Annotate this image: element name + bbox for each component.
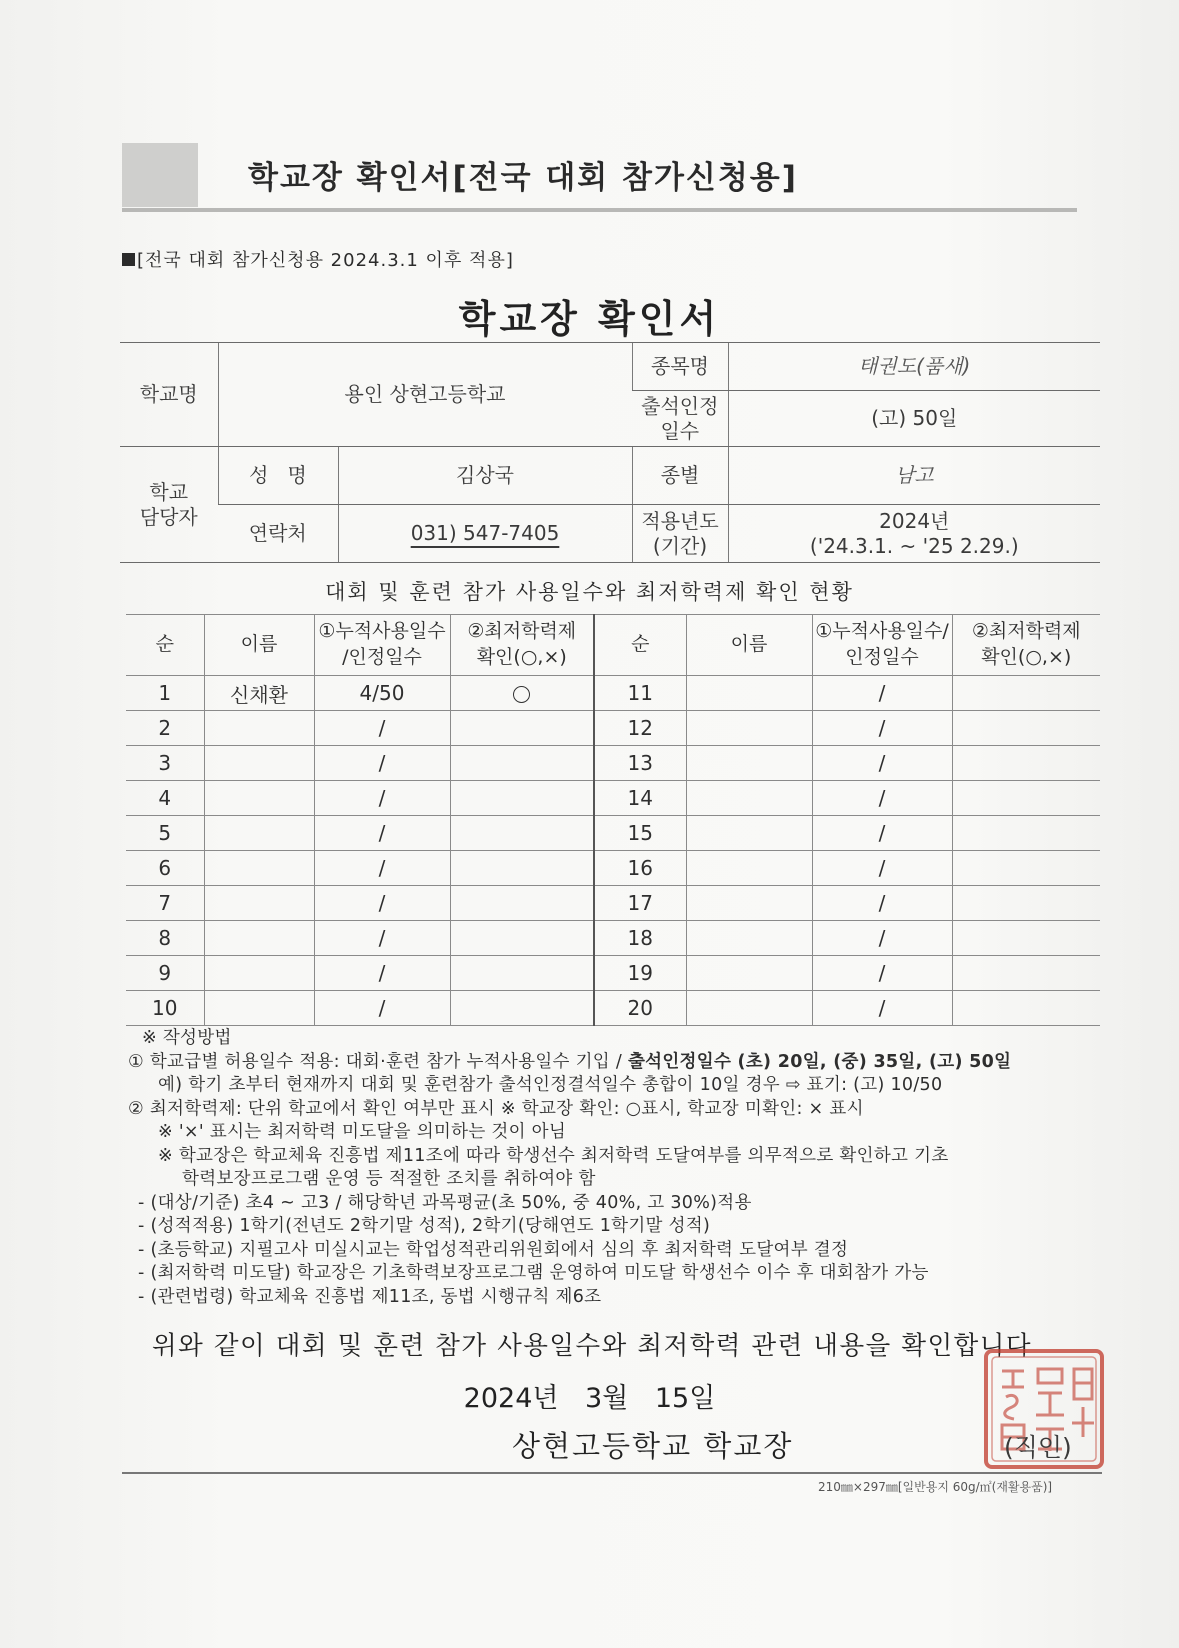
row-no-left: 3 <box>126 746 204 781</box>
row-no-left: 2 <box>126 711 204 746</box>
row-min-right <box>952 781 1100 816</box>
header-days-right-line-2: 인정일수 <box>845 646 919 668</box>
phone-label: 연락처 <box>218 505 338 563</box>
row-name-left <box>204 851 314 886</box>
header-min-right <box>952 615 1100 676</box>
row-min-right <box>952 886 1100 921</box>
sport-value: 태권도(품새) <box>728 343 1100 391</box>
row-name-left <box>204 921 314 956</box>
header-min-left-line-1: ②최저학력제 <box>467 620 577 643</box>
row-name-right <box>686 816 812 851</box>
sport-label: 종목명 <box>632 343 728 391</box>
header-days-right <box>812 615 952 676</box>
row-min-right <box>952 991 1100 1026</box>
period-text: ('24.3.1. ~ '25 2.29.) <box>809 533 1019 558</box>
note-6: - (성적적용) 1학기(전년도 2학기말 성적), 2학기(당해연도 1학기말 성적) <box>138 1216 711 1236</box>
seal-label: (직인) <box>1004 1433 1072 1462</box>
row-name-left <box>204 816 314 851</box>
row-name-right <box>686 711 812 746</box>
attendance-value: (고) 50일 <box>728 391 1100 447</box>
attendance-label <box>632 391 728 447</box>
row-no-left: 6 <box>126 851 204 886</box>
row-min-left <box>450 956 594 991</box>
name-value: 김상국 <box>338 447 632 505</box>
phone-value <box>338 505 632 563</box>
applicability-note-text: [전국 대회 참가신청용 2024.3.1 이후 적용] <box>137 250 514 271</box>
document-title: 학교장 확인서 <box>458 297 721 341</box>
name-label: 성 명 <box>218 447 338 505</box>
table-row <box>126 781 1100 816</box>
table-row <box>126 886 1100 921</box>
row-days-left: / <box>314 781 450 816</box>
row-no-left: 5 <box>126 816 204 851</box>
row-min-left <box>450 886 594 921</box>
row-min-left <box>450 991 594 1026</box>
row-name-left <box>204 886 314 921</box>
header-name-right: 이름 <box>686 615 812 676</box>
row-min-left <box>450 851 594 886</box>
row-days-right: / <box>812 851 952 886</box>
header-days-left-line-2: /인정일수 <box>342 646 422 668</box>
row-days-right: / <box>812 676 952 711</box>
applicability-note <box>122 246 514 272</box>
contact-person-label <box>120 447 218 563</box>
row-no-right: 17 <box>594 886 686 921</box>
row-min-right <box>952 676 1100 711</box>
row-min-left <box>450 676 594 711</box>
row-no-right: 15 <box>594 816 686 851</box>
notes-heading: ※ 작성방법 <box>142 1028 232 1048</box>
row-min-left <box>450 921 594 956</box>
year-value <box>728 505 1100 563</box>
row-min-right <box>952 816 1100 851</box>
note-4: ※ 학교장은 학교체육 진흥법 제11조에 따라 학생선수 최저학력 도달여부를 의무적으로 확인하고 기초 <box>158 1145 949 1166</box>
attendance-label-line-2: 일수 <box>660 418 700 443</box>
note-5: - (대상/기준) 초4 ~ 고3 / 해당학년 과목평균(초 50%, 중 40%, 고 30%)적용 <box>138 1192 752 1213</box>
table-header-row <box>126 615 1100 676</box>
section-title: 대회 및 훈련 참가 사용일수와 최저학력제 확인 현황 <box>325 580 854 604</box>
phone-number: 031) 547-7405 <box>410 521 560 545</box>
row-no-right: 16 <box>594 851 686 886</box>
note-2: ② 최저학력제: 단위 학교에서 확인 여부만 표시 ※ 학교장 확인: ○표시, 학교장 미확인: × 표시 <box>128 1098 864 1119</box>
row-no-right: 12 <box>594 711 686 746</box>
row-min-left <box>450 711 594 746</box>
banner-title: 학교장 확인서[전국 대회 참가신청용] <box>248 160 798 196</box>
table-row <box>126 816 1100 851</box>
confirmation-statement: 위와 같이 대회 및 훈련 참가 사용일수와 최저학력 관련 내용을 확인합니다 <box>152 1331 1033 1361</box>
type-label: 종별 <box>632 447 728 505</box>
note-7: - (초등학교) 지필고사 미실시교는 학업성적관리위원회에서 심의 후 최저학력 도달여부 결정 <box>138 1239 849 1260</box>
row-days-left: / <box>314 956 450 991</box>
row-no-left: 7 <box>126 886 204 921</box>
row-name-left <box>204 746 314 781</box>
row-days-right: / <box>812 816 952 851</box>
table-row <box>126 676 1100 711</box>
header-min-right-line-1: ②최저학력제 <box>971 620 1081 643</box>
row-days-right: / <box>812 781 952 816</box>
note-1-text: ① 학교급별 허용일수 적용: 대회·훈련 참가 누적사용일수 기입 / <box>128 1051 628 1072</box>
row-no-right: 18 <box>594 921 686 956</box>
row-days-right: / <box>812 956 952 991</box>
banner-rule <box>122 208 1077 212</box>
row-days-left: / <box>314 711 450 746</box>
note-1 <box>128 1051 1108 1075</box>
row-name-left <box>204 781 314 816</box>
header-days-left-line-1: ①누적사용일수 <box>318 620 446 643</box>
contact-person-label-line-2: 담당자 <box>139 504 198 529</box>
header-min-left <box>450 615 594 676</box>
bullet-square-icon <box>122 253 135 266</box>
row-min-right <box>952 746 1100 781</box>
attendance-label-line-1: 출석인정 <box>641 393 719 418</box>
row-days-right: / <box>812 886 952 921</box>
row-no-left: 1 <box>126 676 204 711</box>
row-name-left: 신채환 <box>204 676 314 711</box>
row-days-left: / <box>314 921 450 956</box>
header-days-right-line-1: ①누적사용일수/ <box>815 620 949 643</box>
row-min-right <box>952 956 1100 991</box>
table-row <box>126 956 1100 991</box>
confirmed-circle-icon <box>513 686 530 703</box>
table-row <box>126 711 1100 746</box>
note-8: - (최저학력 미도달) 학교장은 기초학력보장프로그램 운영하여 미도달 학생선수 이수 후 대회참가 가능 <box>138 1263 929 1283</box>
note-1-example: 예) 학기 초부터 현재까지 대회 및 훈련참가 출석인정결석일수 총합이 10일 경우 ⇨ 표기: (고) 10/50 <box>158 1075 943 1095</box>
year-label-line-2: (기간) <box>652 533 708 558</box>
row-name-right <box>686 851 812 886</box>
row-no-right: 11 <box>594 676 686 711</box>
row-days-left: / <box>314 816 450 851</box>
table-row <box>126 746 1100 781</box>
header-name-left: 이름 <box>204 615 314 676</box>
header-min-left-line-2: 확인(○,×) <box>476 646 567 668</box>
row-name-left <box>204 956 314 991</box>
row-name-right <box>686 921 812 956</box>
note-4-cont: 학력보장프로그램 운영 등 적절한 조치를 취하여야 함 <box>182 1169 596 1189</box>
school-name-label: 학교명 <box>120 343 218 447</box>
contact-person-label-line-1: 학교 <box>149 479 189 504</box>
row-days-left: / <box>314 991 450 1026</box>
header-days-left <box>314 615 450 676</box>
year-label-line-1: 적용년도 <box>641 508 719 533</box>
signer: 상현고등학교 학교장 <box>512 1429 794 1463</box>
year-label <box>632 505 728 563</box>
row-days-left: / <box>314 851 450 886</box>
header-no-right: 순 <box>594 615 686 676</box>
note-3: ※ '×' 표시는 최저학력 미도달을 의미하는 것이 아님 <box>158 1122 567 1142</box>
row-name-left <box>204 991 314 1026</box>
school-name-value: 용인 상현고등학교 <box>218 343 632 447</box>
table-row <box>126 921 1100 956</box>
row-days-right: / <box>812 991 952 1026</box>
row-min-right <box>952 921 1100 956</box>
row-days-right: / <box>812 711 952 746</box>
table-row <box>126 991 1100 1026</box>
row-no-left: 4 <box>126 781 204 816</box>
header-min-right-line-2: 확인(○,×) <box>981 646 1072 668</box>
row-min-left <box>450 746 594 781</box>
row-no-right: 14 <box>594 781 686 816</box>
row-name-right <box>686 886 812 921</box>
participation-table <box>126 614 1100 1026</box>
row-days-right: / <box>812 921 952 956</box>
row-days-left: / <box>314 746 450 781</box>
row-min-right <box>952 851 1100 886</box>
row-no-left: 9 <box>126 956 204 991</box>
paper-spec-footnote: 210㎜×297㎜[일반용지 60g/㎡(재활용품)] <box>818 1480 1053 1494</box>
row-no-left: 10 <box>126 991 204 1026</box>
row-name-right <box>686 676 812 711</box>
year-text: 2024년 <box>879 508 950 533</box>
school-info-table <box>120 342 1100 563</box>
header-no-left: 순 <box>126 615 204 676</box>
note-1-bold: 출석인정일수 (초) 20일, (중) 35일, (고) 50일 <box>627 1051 1012 1072</box>
note-9: - (관련법령) 학교체육 진흥법 제11조, 동법 시행규칙 제6조 <box>138 1286 602 1307</box>
row-name-right <box>686 956 812 991</box>
row-name-right <box>686 991 812 1026</box>
row-min-left <box>450 816 594 851</box>
type-value: 남고 <box>728 447 1100 505</box>
row-name-right <box>686 746 812 781</box>
row-no-left: 8 <box>126 921 204 956</box>
banner-shade-box <box>122 143 198 207</box>
row-name-right <box>686 781 812 816</box>
table-row <box>126 851 1100 886</box>
row-days-left: / <box>314 886 450 921</box>
row-min-left <box>450 781 594 816</box>
row-name-left <box>204 711 314 746</box>
row-no-right: 13 <box>594 746 686 781</box>
row-min-right <box>952 711 1100 746</box>
row-days-right: / <box>812 746 952 781</box>
row-no-right: 20 <box>594 991 686 1026</box>
row-no-right: 19 <box>594 956 686 991</box>
bottom-rule <box>122 1472 1102 1474</box>
issue-date: 2024년 3월 15일 <box>463 1383 716 1414</box>
instructions <box>128 1027 1108 1309</box>
row-days-left: 4/50 <box>314 676 450 711</box>
